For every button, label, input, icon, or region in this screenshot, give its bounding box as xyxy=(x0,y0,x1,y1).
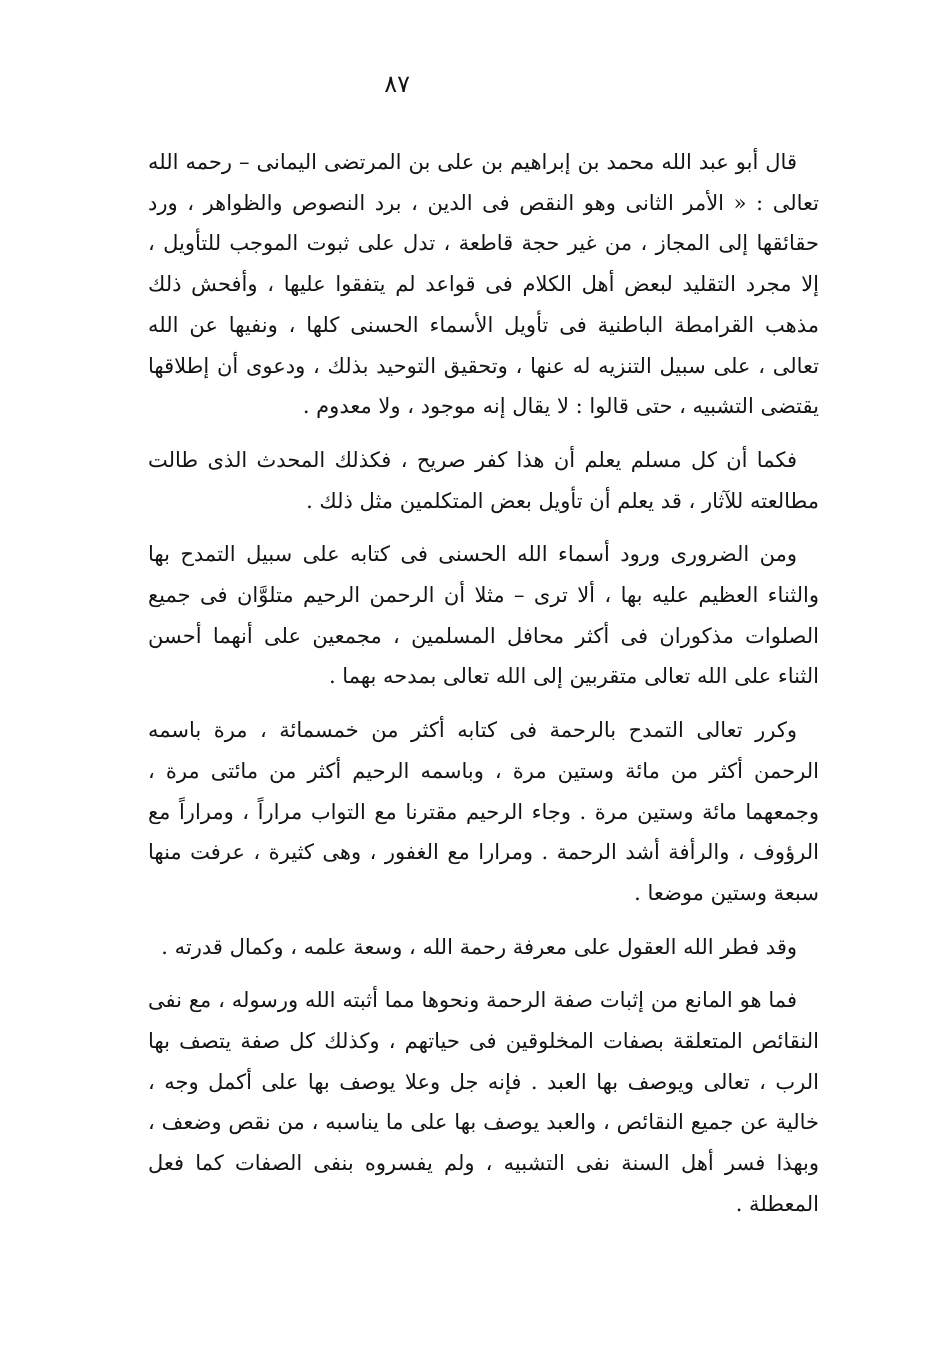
paragraph-6: فما هو المانع من إثبات صفة الرحمة ونحوها مما أثبته الله ورسوله ، مع نفى النقائص المتعلقة بصفات المخلوقين فى حياتهم ، وكذلك كل صفة يتصف بها الرب ، تعالى ويوصف بها العبد . فإنه جل وعلا يوصف بها على أكمل وجه ، خالية عن جميع النقائص ، والعبد يوصف بها على ما يناسبه ، من نقص وضعف ، وبهذا فسر أهل السنة نفى التشبيه ، ولم يفسروه بنفى الصفات كما فعل المعطلة . xyxy=(148,988,819,1216)
page-number: ٨٧ xyxy=(384,70,410,98)
paragraph-3: ومن الضرورى ورود أسماء الله الحسنى فى كتابه على سبيل التمدح بها والثناء العظيم عليه بها ، ألا ترى – مثلا أن الرحمن الرحيم متلوَّان فى جميع الصلوات مذكوران فى أكثر محافل المسلمين ، مجمعين على أنهما أحسن الثناء على الله تعالى متقربين إلى الله تعالى بمدحه بهما . xyxy=(148,542,819,689)
paragraph-5: وقد فطر الله العقول على معرفة رحمة الله ، وسعة علمه ، وكمال قدرته . xyxy=(161,934,797,959)
page-body xyxy=(148,142,819,1225)
paragraph-1: قال أبو عبد الله محمد بن إبراهيم بن على بن المرتضى اليمانى – رحمه الله تعالى : « الأمر الثانى وهو النقص فى الدين ، برد النصوص والظواهر ، ورد حقائقها إلى المجاز ، من غير حجة قاطعة ، تدل على ثبوت الموجب للتأويل ، إلا مجرد التقليد لبعض أهل الكلام فى قواعد لم يتفقوا عليها ، وأفحش ذلك مذهب القرامطة الباطنية فى تأويل الأسماء الحسنى كلها ، ونفيها عن الله تعالى ، على سبيل التنزيه له عنها ، وتحقيق التوحيد بذلك ، ودعوى أن إطلاقها يقتضى التشبيه ، حتى قالوا : لا يقال إنه موجود ، ولا معدوم . xyxy=(148,150,819,419)
paragraph-2: فكما أن كل مسلم يعلم أن هذا كفر صريح ، فكذلك المحدث الذى طالت مطالعته للآثار ، قد يعلم أن تأويل بعض المتكلمين مثل ذلك . xyxy=(148,447,819,513)
paragraph-4: وكرر تعالى التمدح بالرحمة فى كتابه أكثر من خمسمائة ، مرة باسمه الرحمن أكثر من مائة وستين مرة ، وباسمه الرحيم أكثر من مائتى مرة ، وجمعهما مائة وستين مرة . وجاء الرحيم مقترنا مع التواب مراراً ، ومراراً مع الرؤوف ، والرأفة أشد الرحمة . ومرارا مع الغفور ، وهى كثيرة ، عرفت منها سبعة وستين موضعا . xyxy=(148,718,819,905)
